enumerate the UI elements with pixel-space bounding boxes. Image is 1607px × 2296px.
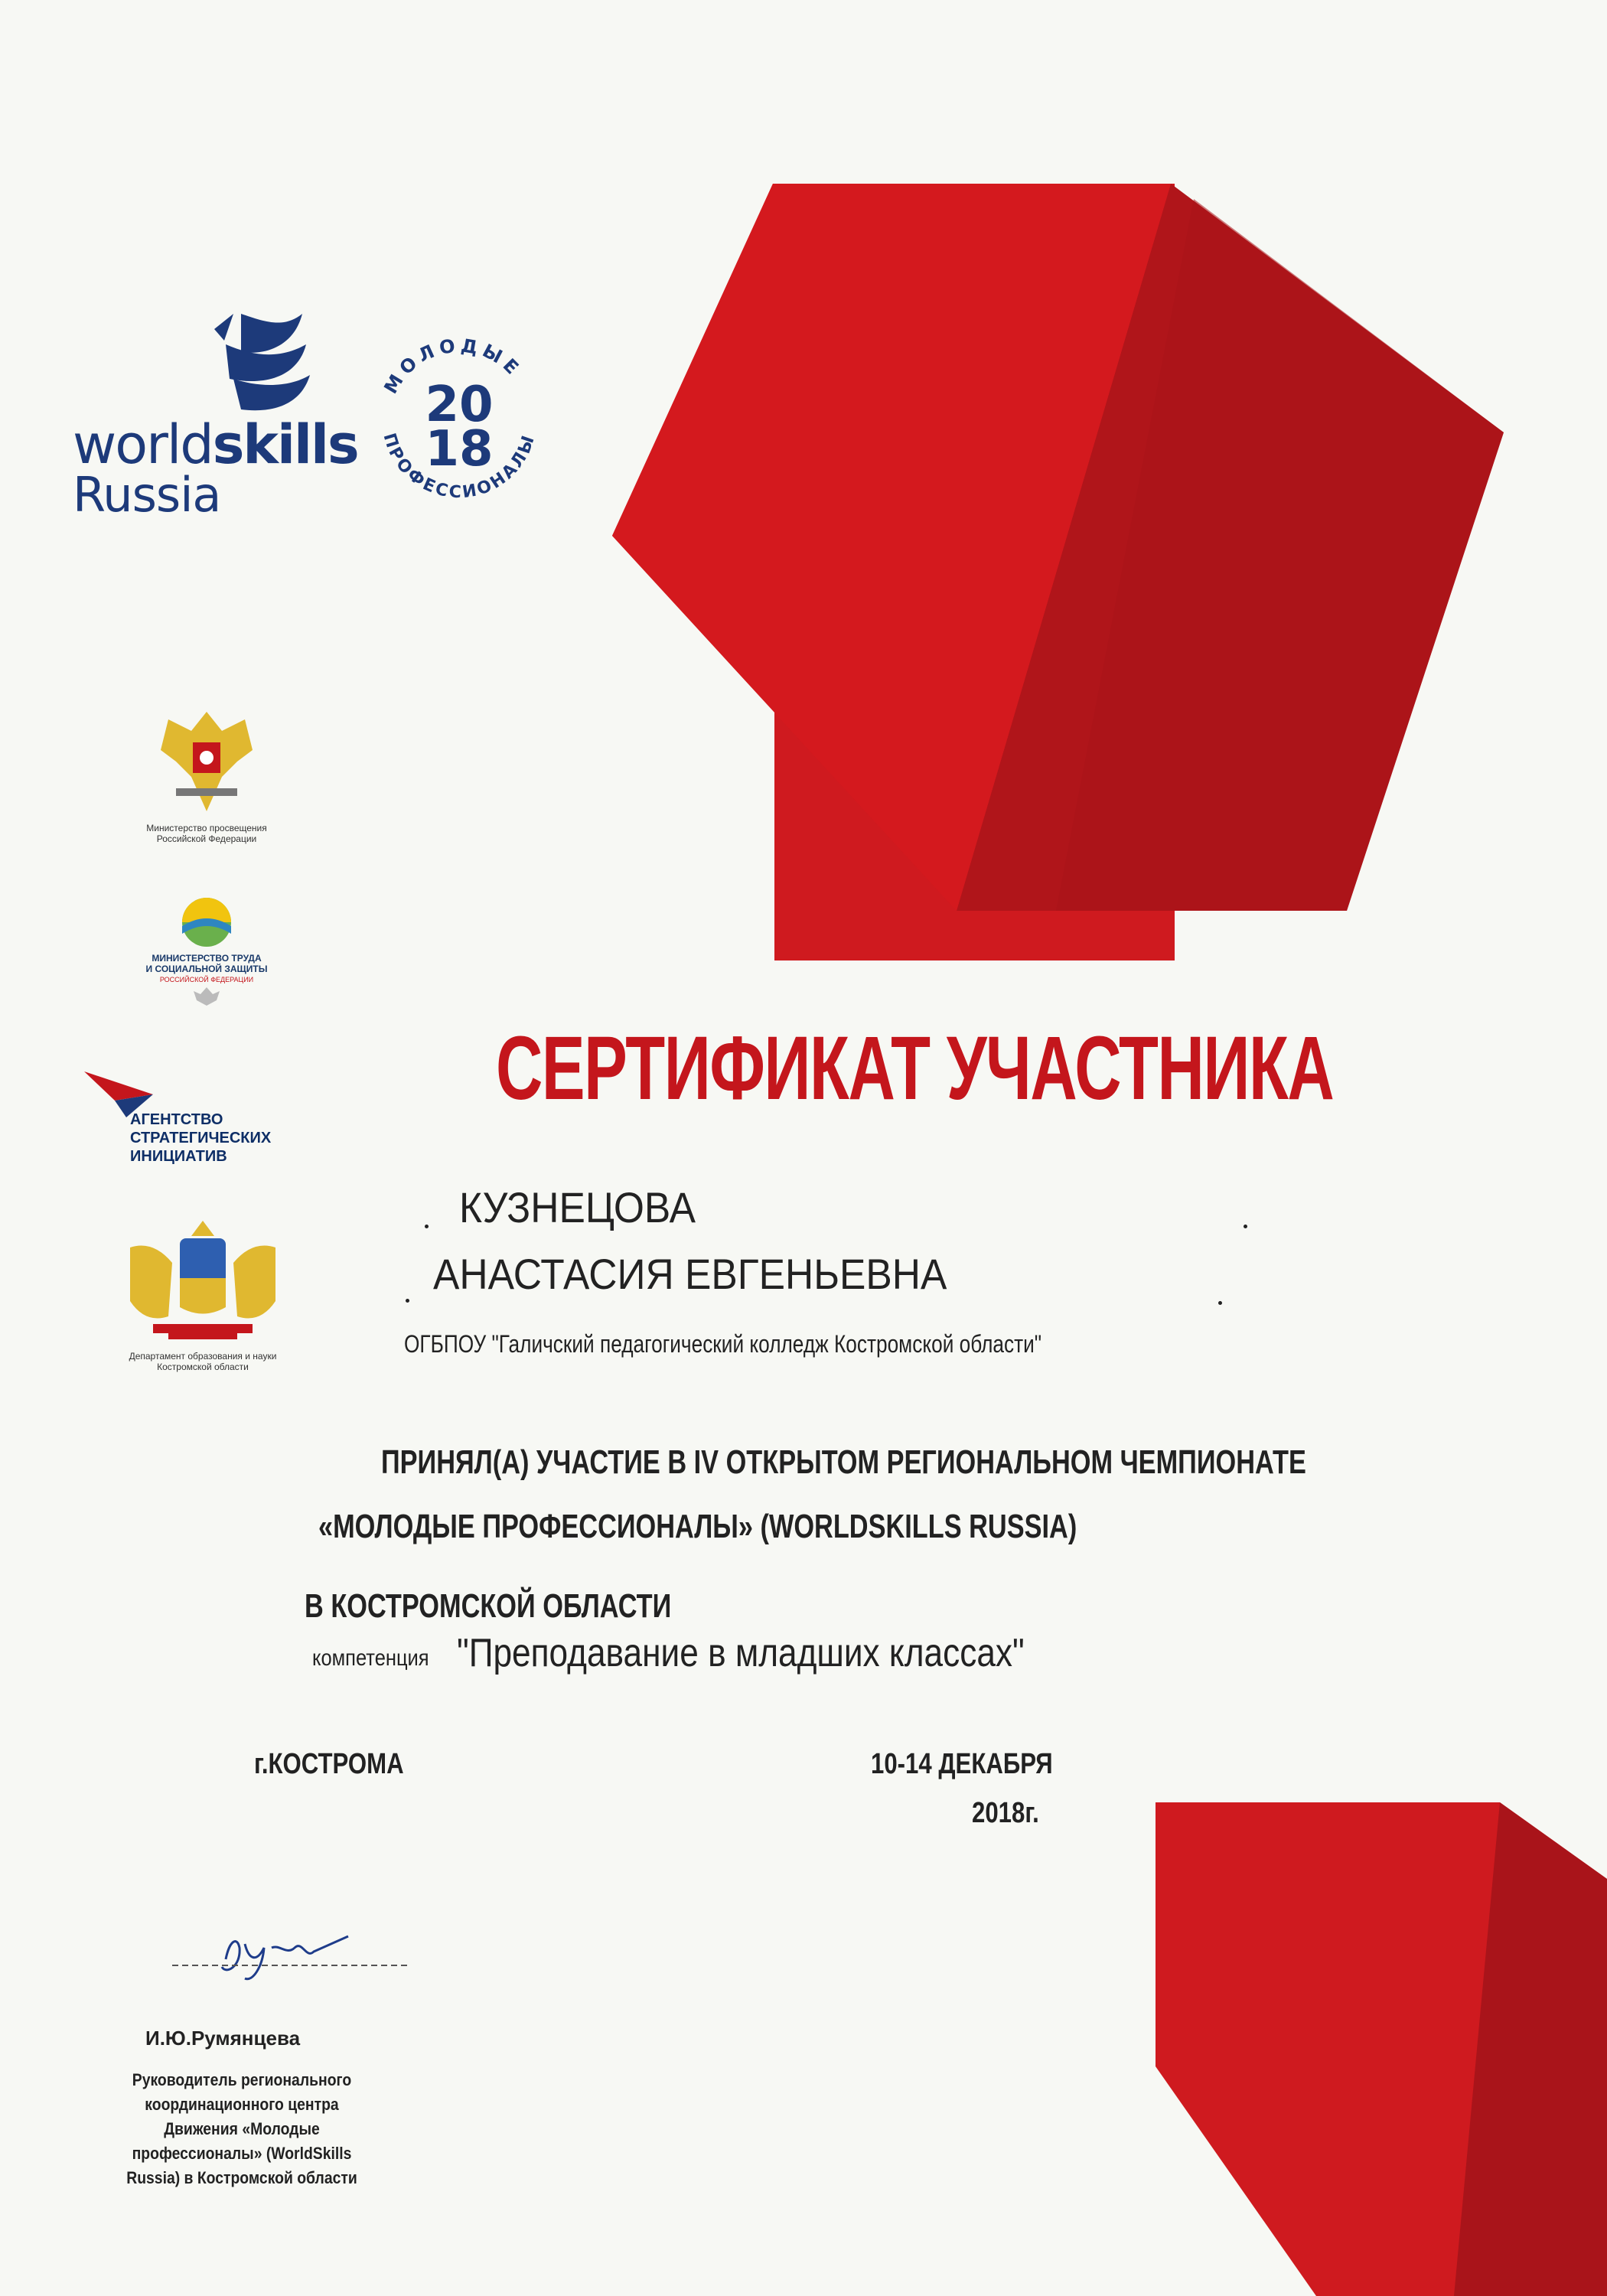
event-dates: 10-14 ДЕКАБРЯ <box>871 1748 1053 1780</box>
small-eagle-icon <box>134 985 279 1008</box>
molodye-professionaly-badge <box>360 321 559 520</box>
ministry-labour-line-2: И СОЦИАЛЬНОЙ ЗАЩИТЫ <box>145 964 268 974</box>
signatory-name: И.Ю.Румянцева <box>145 2027 301 2050</box>
competence-name: "Преподавание в младших классах" <box>457 1631 1025 1675</box>
ministry-labour-line-3: РОССИЙСКОЙ ФЕДЕРАЦИИ <box>159 976 254 983</box>
decorative-dot <box>1244 1225 1247 1228</box>
participant-organization: ОГБПОУ "Галичский педагогический колледж Костромской области" <box>404 1330 1042 1358</box>
certificate-title: СЕРТИФИКАТ УЧАСТНИКА <box>496 1018 1334 1119</box>
worldskills-word-russia: Russia <box>73 467 221 523</box>
worldskills-word-world: world <box>73 413 213 476</box>
signatory-role <box>107 2068 376 2190</box>
competence-label: компетенция <box>312 1645 429 1671</box>
asi-line-1: АГЕНТСТВО <box>130 1111 223 1128</box>
worldskills-emblem-icon <box>210 298 325 429</box>
signatory-role-line-5: Russia) в Костромской области <box>126 2168 357 2187</box>
asi-plane-icon <box>84 1071 153 1117</box>
ministry-labour-emblem-icon <box>134 895 279 949</box>
participant-given-names: АНАСТАСИЯ ЕВГЕНЬЕВНА <box>433 1250 947 1298</box>
signatory-role-line-3: Движения «Молодые <box>164 2119 320 2138</box>
badge-top-text: МОЛОДЫЕ <box>380 334 526 398</box>
russian-eagle-emblem-icon <box>130 704 283 819</box>
kostroma-dept-caption-1: Департамент образования и науки <box>129 1351 277 1362</box>
kostroma-dept-caption-2: Костромской области <box>157 1362 249 1372</box>
participant-surname: КУЗНЕЦОВА <box>459 1183 696 1231</box>
participation-line-1: ПРИНЯЛ(А) УЧАСТИЕ В IV ОТКРЫТОМ РЕГИОНАЛЬНОМ ЧЕМПИОНАТЕ <box>381 1443 1306 1481</box>
ministry-education-caption-1: Министерство просвещения <box>146 823 267 833</box>
asi-line-2: СТРАТЕГИЧЕСКИХ <box>130 1130 272 1146</box>
participation-line-3: В КОСТРОМСКОЙ ОБЛАСТИ <box>305 1587 672 1625</box>
signature <box>172 1913 417 1990</box>
ministry-education-logo <box>130 704 283 844</box>
kostroma-dept-logo <box>107 1217 298 1372</box>
decorative-dot <box>406 1299 409 1303</box>
kostroma-coat-of-arms-icon <box>107 1217 298 1347</box>
signatory-role-line-1: Руководитель регионального <box>132 2070 352 2089</box>
event-year: 2018г. <box>972 1797 1039 1829</box>
worldskills-logo <box>73 298 358 523</box>
signatory-role-line-2: координационного центра <box>145 2095 339 2114</box>
decorative-dot <box>425 1225 429 1228</box>
ministry-labour-logo <box>134 895 279 1012</box>
participation-line-2: «МОЛОДЫЕ ПРОФЕССИОНАЛЫ» (WORLDSKILLS RUSSIA) <box>318 1508 1077 1545</box>
badge-year-top: 20 <box>425 377 494 433</box>
asi-logo <box>84 1071 329 1171</box>
ministry-education-caption-2: Российской Федерации <box>156 833 257 844</box>
city: г.КОСТРОМА <box>254 1748 404 1780</box>
ministry-labour-line-1: МИНИСТЕРСТВО ТРУДА <box>152 953 262 964</box>
asi-line-3: ИНИЦИАТИВ <box>130 1148 227 1165</box>
badge-year-bottom: 18 <box>425 421 494 478</box>
decorative-dot <box>1218 1301 1222 1305</box>
signatory-role-line-4: профессионалы» (WorldSkills <box>132 2144 352 2163</box>
badge-bottom-text: ПРОФЕССИОНАЛЫ <box>379 431 539 503</box>
worldskills-word-skills: skills <box>212 413 358 476</box>
